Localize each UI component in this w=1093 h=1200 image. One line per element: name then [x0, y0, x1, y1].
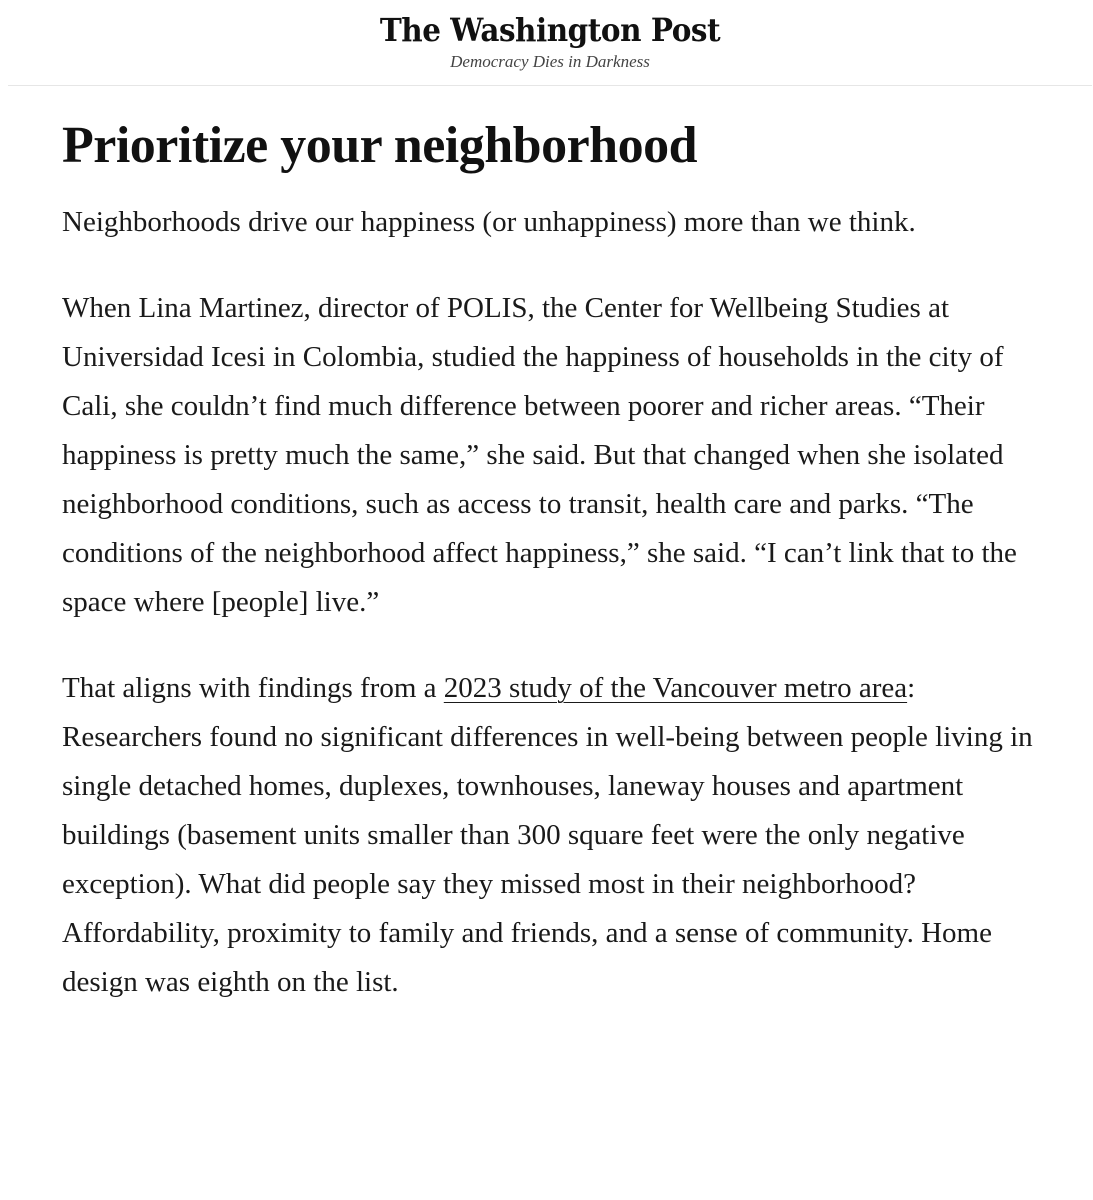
vancouver-study-link[interactable]: 2023 study of the Vancouver metro area	[443, 672, 908, 704]
paragraph-3-intro: That aligns with findings from a	[62, 672, 444, 704]
washington-post-logo[interactable]: The Washington Post	[379, 11, 721, 49]
masthead-tagline: Democracy Dies in Darkness	[450, 52, 650, 71]
article-headline: Prioritize your neighborhood	[62, 117, 698, 174]
masthead	[8, 0, 1092, 86]
article-body	[62, 114, 1062, 1007]
paragraph-3-text: : Researchers found no significant differences in well-being between people living in single detached homes, duplexes, townhouses, laneway houses and apartment buildings (basement units smaller than 300 square feet were the only negative exception). What did people say they missed most in their neighborhood? Affordability, proximity to family and friends, and a sense of community. Home design was eighth on the list.	[62, 672, 1033, 998]
article-paragraph-1: Neighborhoods drive our happiness (or unhappiness) more than we think.	[62, 206, 916, 238]
article-paragraph-3	[62, 664, 1062, 1007]
article-paragraph-2: When Lina Martinez, director of POLIS, the Center for Wellbeing Studies at Universidad Icesi in Colombia, studied the happiness of households in the city of Cali, she couldn’t find much difference between poorer and richer areas. “Their happiness is pretty much the same,” she said. But that changed when she isolated neighborhood conditions, such as access to transit, health care and parks. “The conditions of the neighborhood affect happiness,” she said. “I can’t link that to the space where [people] live.”	[62, 292, 1017, 618]
